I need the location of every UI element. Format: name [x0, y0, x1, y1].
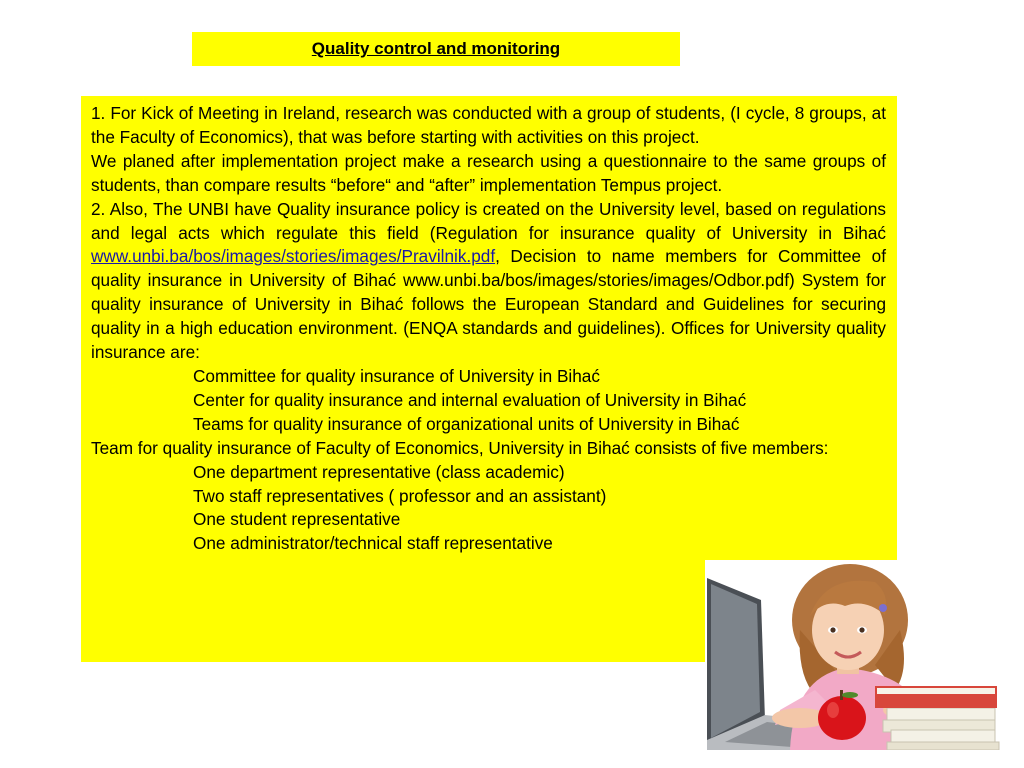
list-item — [91, 485, 886, 509]
list-item — [91, 461, 886, 485]
pravilnik-link[interactable]: www.unbi.ba/bos/images/stories/images/Pravilnik.pdf — [91, 246, 496, 267]
member-item-3: One student representative — [193, 509, 401, 530]
list-item — [91, 413, 886, 437]
list-item — [91, 508, 886, 532]
office-item-2: Center for quality insurance and internal evaluation of University in Bihać — [193, 389, 747, 410]
paragraph-3 — [91, 198, 886, 365]
office-item-3: Teams for quality insurance of organizational units of University in Bihać — [193, 413, 740, 434]
girl-laptop-photo — [705, 560, 1001, 750]
office-item-1: Committee for quality insurance of University in Bihać — [193, 365, 600, 386]
title-box — [192, 32, 680, 66]
list-item — [91, 389, 886, 413]
paragraph-1: 1. For Kick of Meeting in Ireland, research was conducted with a group of students, (I cycle, 8 groups, at the Faculty of Economics), that was before starting with activities on this project. — [91, 103, 886, 147]
member-item-4: One administrator/technical staff representative — [193, 533, 553, 554]
member-item-2: Two staff representatives ( professor and an assistant) — [193, 485, 607, 506]
list-item — [91, 365, 886, 389]
member-item-1: One department representative (class academic) — [193, 461, 565, 482]
paragraph-4: Team for quality insurance of Faculty of Economics, University in Bihać consists of five members: — [91, 437, 829, 458]
list-item — [91, 532, 886, 556]
slide-title: Quality control and monitoring — [311, 39, 561, 58]
paragraph-3-end: , Decision to name members for Committee of quality insurance in University of Bihać www.unbi.ba/bos/images/stories/images/Odbor.pdf) System for quality insurance of University in Bihać follows the European Standard and Guidelines for securing quality in a high education environment. (ENQA standards and guidelines). Offices for University quality insurance are: — [91, 246, 886, 363]
paragraph-3-start: 2. Also, The UNBI have Quality insurance policy is created on the University level, based on regulations and legal acts which regulate this field (Regulation for insurance quality of University in Bihać — [91, 198, 886, 243]
paragraph-2: We planed after implementation project make a research using a questionnaire to the same groups of students, than compare results “before“ and “after” implementation Tempus project. — [91, 150, 886, 195]
